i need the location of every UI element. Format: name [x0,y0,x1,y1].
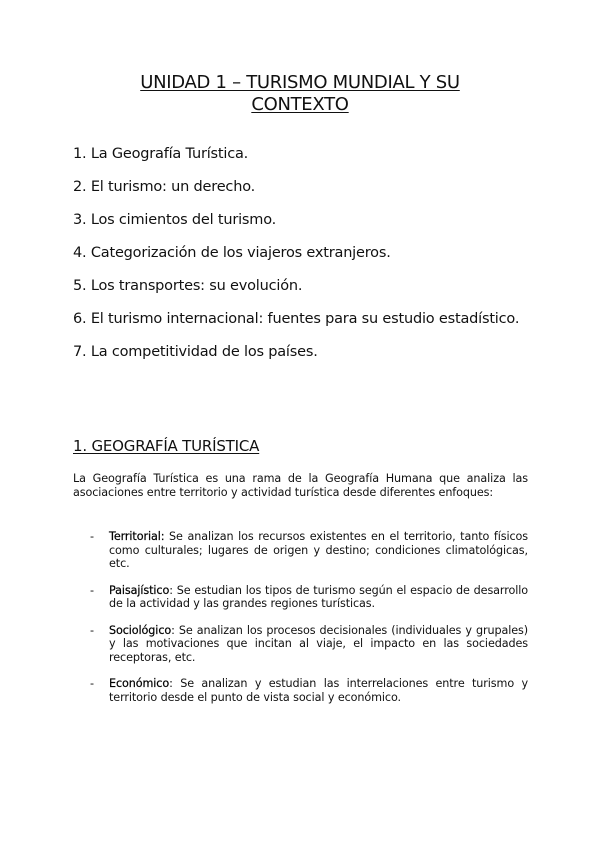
approach-item-economico [90,677,528,704]
approach-term: Paisajístico [109,583,170,597]
approach-term: Económico [109,677,170,690]
toc-item: 1. La Geografía Turística. [73,146,249,162]
approach-term: Territorial: [109,530,165,543]
page-title: UNIDAD 1 – TURISMO MUNDIAL Y SU CONTEXTO [140,72,460,115]
bullet-dash: - [90,677,94,690]
bullet-dash: - [90,583,94,597]
approach-description: : Se analizan y estudian las interrelaciones entre turismo y territorio desde el punto de vista social y económico. [109,677,528,704]
approach-description: : Se estudian los tipos de turismo según el espacio de desarrollo de la actividad y las grandes regiones turísticas. [109,583,528,610]
approach-item-paisajistico [90,584,528,611]
approach-description: Se analizan los recursos existentes en el territorio, tanto físicos como culturales; lugares de origen y destino; condiciones climatológicas, etc. [109,530,528,570]
approach-description: : Se analizan los procesos decisionales (individuales y grupales) y las motivaciones que incitan al viaje, el impacto en las sociedades receptoras, etc. [109,623,528,664]
bullet-dash: - [90,623,94,637]
approach-term: Sociológico [109,623,172,637]
toc-item: 7. La competitividad de los países. [73,344,318,360]
toc-item: 6. El turismo internacional: fuentes para su estudio estadístico. [73,311,520,327]
approach-item-sociologico [90,624,528,665]
toc-item: 4. Categorización de los viajeros extranjeros. [73,245,391,261]
section-intro-paragraph: La Geografía Turística es una rama de la Geografía Humana que analiza las asociaciones entre territorio y actividad turística desde diferentes enfoques: [73,472,528,499]
section-heading: 1. GEOGRAFÍA TURÍSTICA [73,437,260,455]
approach-item-territorial [90,530,528,571]
toc-item: 3. Los cimientos del turismo. [73,212,277,228]
toc-item: 5. Los transportes: su evolución. [73,278,303,294]
approach-list [90,530,528,717]
toc-item: 2. El turismo: un derecho. [73,179,256,195]
table-of-contents [73,146,528,377]
bullet-dash: - [90,530,94,543]
